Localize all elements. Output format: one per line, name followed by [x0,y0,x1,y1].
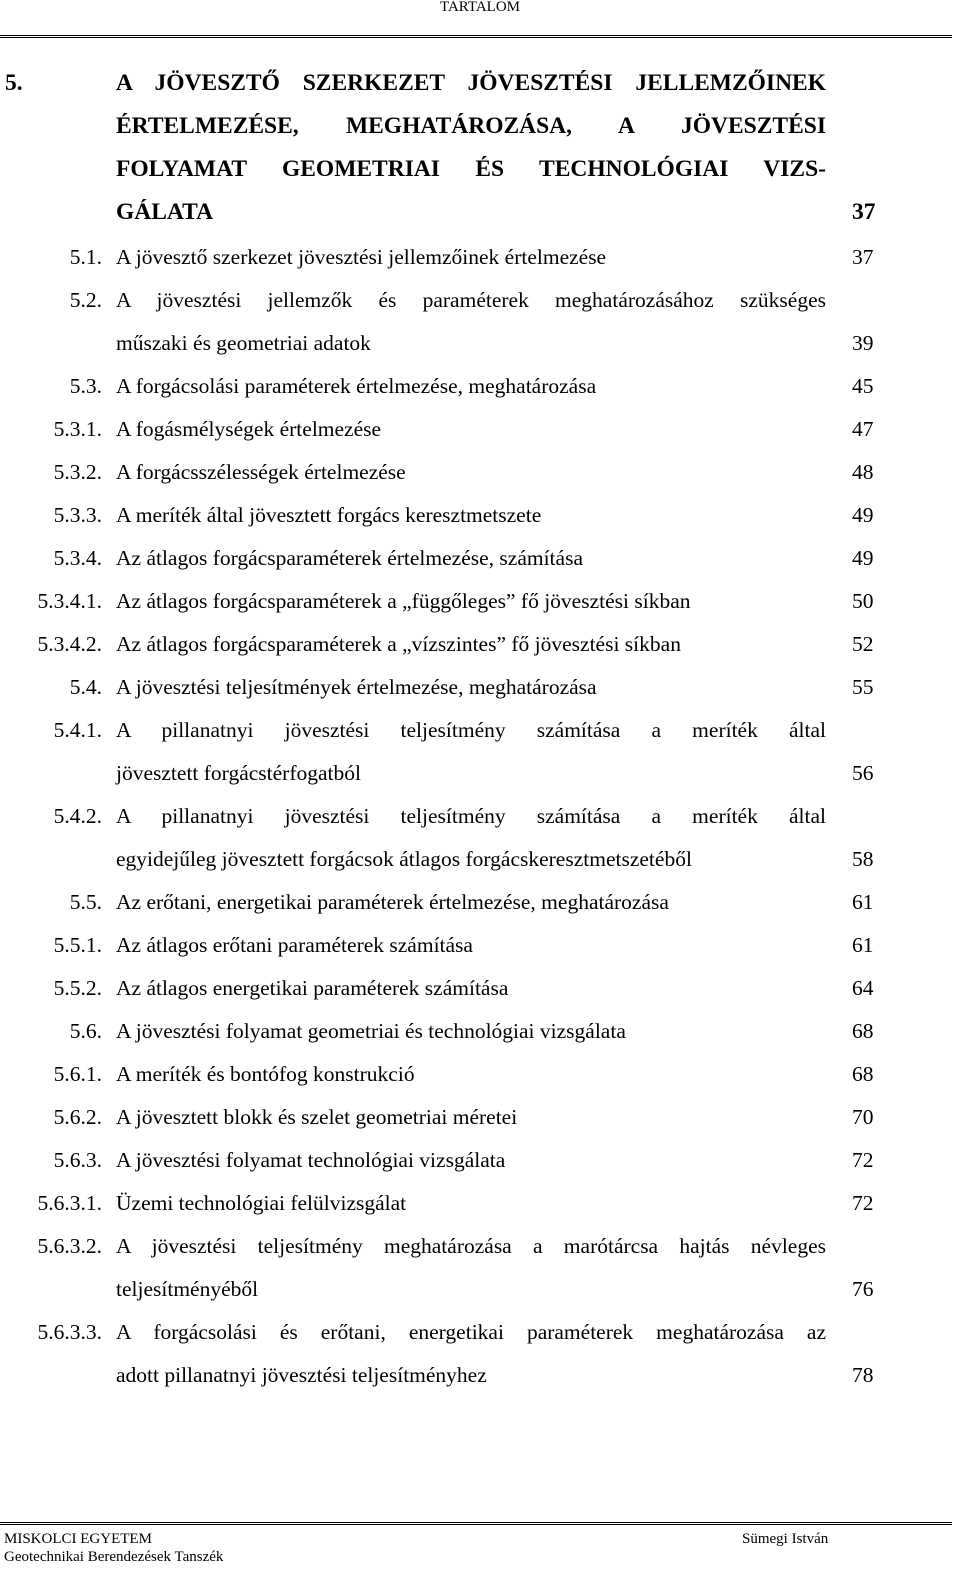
toc-entry-title [116,451,826,494]
toc-entry-number: 5.3. [69,374,102,398]
toc-entry-page: 49 [852,546,874,570]
toc-entry[interactable] [0,408,960,451]
toc-entry-page: 39 [852,331,874,355]
toc-entry-number: 5.6.2. [53,1105,102,1129]
toc-entry[interactable] [0,279,960,365]
toc-entry[interactable] [0,451,960,494]
chapter-title-line: FOLYAMAT GEOMETRIAI ÉS TECHNOLÓGIAI VIZS- [116,156,826,182]
toc-entry-number: 5.5.2. [53,976,102,1000]
toc-entry-title-line: A pillanatnyi jövesztési teljesítmény számítása a meríték által [116,718,826,742]
toc-entry-title [116,279,826,365]
toc-entry-title-line: Az átlagos forgácsparaméterek értelmezése, számítása [116,546,583,570]
toc-entry-title-line: teljesítményéből [116,1277,259,1301]
toc-entry-title [116,709,826,795]
toc-entry-title [116,1311,826,1397]
toc-entry-title [116,236,826,279]
toc-entry-title [116,1053,826,1096]
toc-entry-number: 5.3.4.2. [37,632,102,656]
toc-entry-title-line: jövesztett forgácstérfogatból [116,761,361,785]
toc-entry-page: 45 [852,374,874,398]
toc-entry-number: 5.3.3. [53,503,102,527]
toc-entry-title-line: A pillanatnyi jövesztési teljesítmény számítása a meríték által [116,804,826,828]
toc-entry-title [116,1225,826,1311]
toc-entry[interactable] [0,1225,960,1311]
toc-entry-title-line: A jövesztési folyamat technológiai vizsgálata [116,1148,506,1172]
toc-entry-title-line: Az átlagos energetikai paraméterek számítása [116,976,509,1000]
toc-entry-title [116,537,826,580]
toc-entry-number: 5.6.3. [53,1148,102,1172]
toc-entry[interactable] [0,537,960,580]
toc-entry-page: 56 [852,761,874,785]
toc-entry-number: 5.6. [69,1019,102,1043]
toc-entry[interactable] [0,924,960,967]
toc-entry-title-line: Az átlagos forgácsparaméterek a „vízszintes” fő jövesztési síkban [116,632,681,656]
toc-entry-page: 78 [852,1363,874,1387]
toc-entry-page: 76 [852,1277,874,1301]
toc-entry-title-line: Üzemi technológiai felülvizsgálat [116,1191,407,1215]
footer-author: Sümegi István [742,1531,829,1547]
toc-entry-page: 61 [852,890,874,914]
toc-entry[interactable] [0,1182,960,1225]
toc-entry-title-line: A meríték által jövesztett forgács keresztmetszete [116,503,542,527]
chapter-title-line: A JÖVESZTŐ SZERKEZET JÖVESZTÉSI JELLEMZŐINEK [116,70,826,96]
toc-entry-number: 5.1. [69,245,102,269]
toc-entry-title [116,1010,826,1053]
toc-entry-number: 5.4. [69,675,102,699]
toc-entry-title [116,924,826,967]
chapter-number: 5. [5,70,23,96]
toc-entry-number: 5.4.1. [53,718,102,742]
toc-entry-number: 5.5.1. [53,933,102,957]
chapter-title-line: ÉRTELMEZÉSE, MEGHATÁROZÁSA, A JÖVESZTÉSI [116,113,826,139]
toc-entry-title-line: adott pillanatnyi jövesztési teljesítményhez [116,1363,487,1387]
toc-entry-page: 50 [852,589,874,613]
toc-entry-title-line: Az erőtani, energetikai paraméterek értelmezése, meghatározása [116,890,669,914]
toc-entry-title-line: A fogásmélységek értelmezése [116,417,382,441]
toc-entry-page: 48 [852,460,874,484]
toc-entry-page: 70 [852,1105,874,1129]
toc-entry-title-line: A meríték és bontófog konstrukció [116,1062,415,1086]
footer-institution: MISKOLCI EGYETEM [4,1531,152,1547]
toc-entry[interactable] [0,795,960,881]
toc-entry-number: 5.6.3.1. [37,1191,102,1215]
toc-entry-title [116,408,826,451]
header-divider [0,35,952,38]
toc-entry-title-line: egyidejűleg jövesztett forgácsok átlagos forgácskeresztmetszetéből [116,847,692,871]
toc-entry-title-line: A jövesztett blokk és szelet geometriai méretei [116,1105,518,1129]
toc-entry-title-line: A jövesztési teljesítmények értelmezése, meghatározása [116,675,597,699]
toc-entry-title [116,1182,826,1225]
toc-entry[interactable] [0,666,960,709]
toc-entry[interactable] [0,967,960,1010]
footer-divider [0,1522,952,1525]
toc-entry-title-line: Az átlagos forgácsparaméterek a „függőleges” fő jövesztési síkban [116,589,691,613]
toc-entry-number: 5.3.4.1. [37,589,102,613]
toc-entry-title-line: A jövesztési folyamat geometriai és technológiai vizsgálata [116,1019,626,1043]
toc-entry-title-line: műszaki és geometriai adatok [116,331,371,355]
toc-entry-page: 68 [852,1019,874,1043]
toc-entry-page: 52 [852,632,874,656]
toc-entry-page: 68 [852,1062,874,1086]
toc-entry-title-line: A forgácsszélességek értelmezése [116,460,406,484]
toc-entry-page: 72 [852,1191,874,1215]
toc-entry-title-line: A jövesztési jellemzők és paraméterek meghatározásához szükséges [116,288,826,312]
running-header-title: TARTALOM [439,0,521,15]
toc-entry-title [116,795,826,881]
toc-entry-number: 5.5. [69,890,102,914]
toc-entry-number: 5.6.3.2. [37,1234,102,1258]
chapter-title-line: GÁLATA [116,199,214,225]
toc-entry[interactable] [0,1053,960,1096]
toc-entry-title [116,666,826,709]
toc-entry-page: 47 [852,417,874,441]
footer-department: Geotechnikai Berendezések Tanszék [4,1549,224,1565]
toc-entry[interactable] [0,623,960,666]
toc-entry-title-line: Az átlagos erőtani paraméterek számítása [116,933,473,957]
toc-entry-title-line: A jövesztési teljesítmény meghatározása a marótárcsa hajtás névleges [116,1234,826,1258]
toc-entry[interactable] [0,494,960,537]
toc-entry-number: 5.6.1. [53,1062,102,1086]
toc-entry-title-line: A forgácsolási paraméterek értelmezése, meghatározása [116,374,597,398]
toc-entry-number: 5.2. [69,288,102,312]
toc-entry-page: 72 [852,1148,874,1172]
toc-entry-page: 37 [852,245,874,269]
chapter-page-number: 37 [852,199,876,225]
toc-entry-title-line: A jövesztő szerkezet jövesztési jellemzőinek értelmezése [116,245,607,269]
toc-entry[interactable] [0,365,960,408]
toc-entry[interactable] [0,580,960,623]
toc-entry[interactable] [0,1139,960,1182]
toc-entry[interactable] [0,1010,960,1053]
toc-entry-page: 49 [852,503,874,527]
toc-entry-title [116,1139,826,1182]
toc-entry-title [116,580,826,623]
toc-entry-title [116,1096,826,1139]
toc-entry-number: 5.3.2. [53,460,102,484]
toc-entry-number: 5.6.3.3. [37,1320,102,1344]
toc-entry-number: 5.3.1. [53,417,102,441]
table-of-contents [0,236,960,1397]
toc-entry-title-line: A forgácsolási és erőtani, energetikai paraméterek meghatározása az [116,1320,826,1344]
toc-entry-page: 55 [852,675,874,699]
toc-entry-title [116,365,826,408]
toc-entry-number: 5.3.4. [53,546,102,570]
toc-entry-title [116,623,826,666]
toc-entry[interactable] [0,709,960,795]
toc-entry-title [116,494,826,537]
toc-entry[interactable] [0,881,960,924]
toc-entry-title [116,881,826,924]
toc-entry-page: 64 [852,976,874,1000]
toc-entry-title [116,967,826,1010]
toc-entry[interactable] [0,236,960,279]
toc-entry[interactable] [0,1311,960,1397]
toc-entry[interactable] [0,1096,960,1139]
toc-entry-page: 58 [852,847,874,871]
toc-entry-page: 61 [852,933,874,957]
toc-entry-number: 5.4.2. [53,804,102,828]
